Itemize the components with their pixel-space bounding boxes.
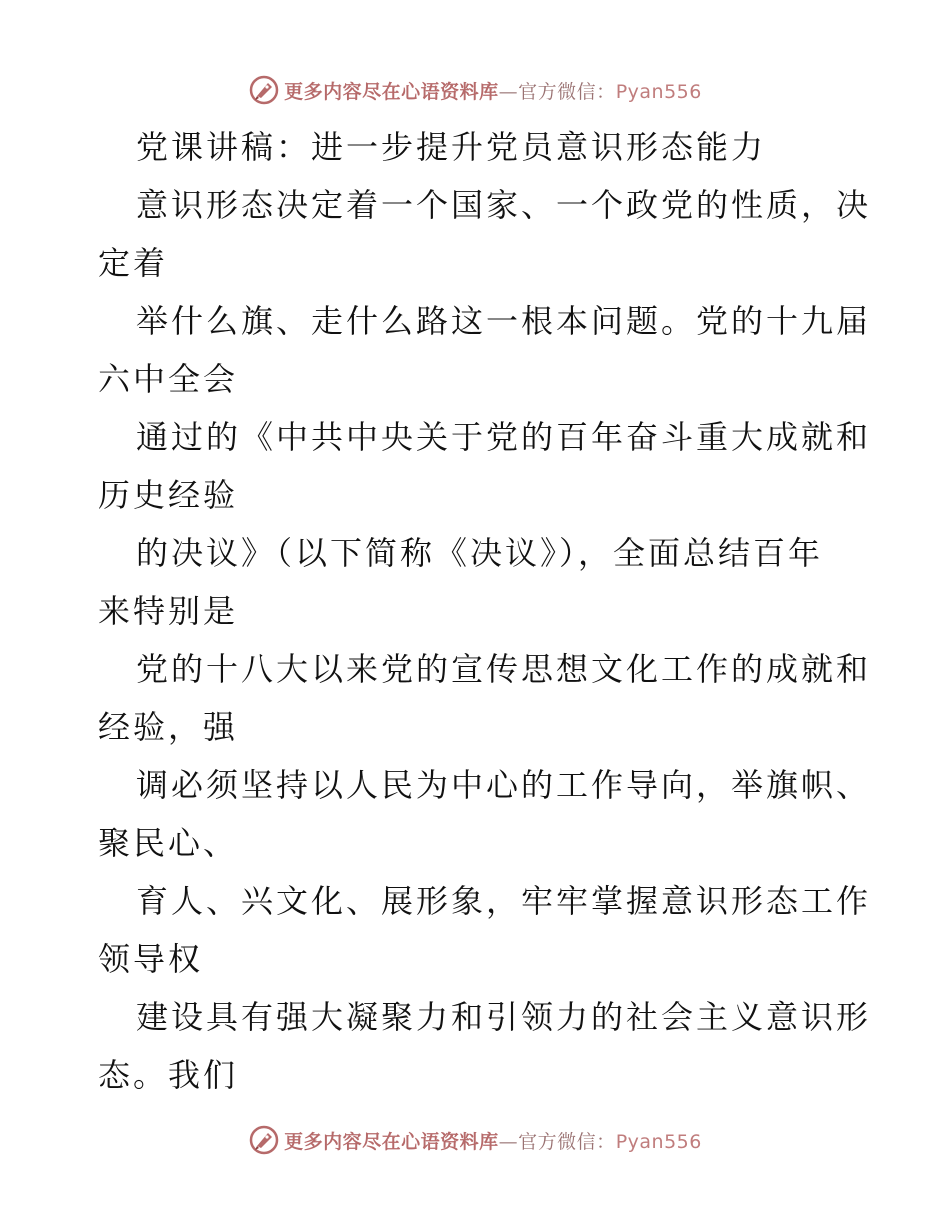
- text-line: 的决议》（以下简称《决议》），全面总结百年: [136, 534, 824, 572]
- text-line: 六中全会: [98, 360, 239, 398]
- text-line: 经验，强: [98, 708, 239, 746]
- banner-dash: —: [498, 1130, 519, 1153]
- document-body: [98, 118, 872, 1104]
- text-line: 定着: [98, 244, 169, 282]
- footer-banner: [0, 1120, 950, 1160]
- banner-dash: —: [498, 80, 519, 103]
- text-line: 调必须坚持以人民为中心的工作导向，举旗帜、: [136, 766, 872, 804]
- text-line: 举什么旗、走什么路这一根本问题。党的十九届: [136, 302, 872, 340]
- banner-wechat-label: 官方微信：: [518, 80, 616, 103]
- text-line: 意识形态决定着一个国家、一个政党的性质，决: [136, 186, 872, 224]
- text-line: 通过的《中共中央关于党的百年奋斗重大成就和: [136, 418, 872, 456]
- header-banner: [0, 70, 950, 110]
- text-line: 建设具有强大凝聚力和引领力的社会主义意识形: [136, 998, 872, 1036]
- pen-nib-logo-icon: [248, 74, 280, 106]
- text-line: 历史经验: [98, 476, 239, 514]
- banner-wechat-id: Pyan556: [615, 1130, 702, 1153]
- banner-wechat-label: 官方微信：: [518, 1130, 616, 1153]
- text-line: 来特别是: [98, 592, 239, 630]
- banner-main-text: 更多内容尽在心语资料库: [284, 80, 499, 103]
- text-line: 聚民心、: [98, 824, 239, 862]
- banner-text: [284, 77, 702, 104]
- pen-nib-logo-icon: [248, 1124, 280, 1156]
- text-line: 育人、兴文化、展形象，牢牢掌握意识形态工作: [136, 882, 872, 920]
- document-title: 党课讲稿：进一步提升党员意识形态能力: [136, 128, 767, 166]
- text-line: 态。我们: [98, 1056, 239, 1094]
- banner-main-text: 更多内容尽在心语资料库: [284, 1130, 499, 1153]
- text-line: 领导权: [98, 940, 204, 978]
- document-lines: [98, 176, 872, 1104]
- text-line: 党的十八大以来党的宣传思想文化工作的成就和: [136, 650, 872, 688]
- banner-text: [284, 1127, 702, 1154]
- banner-wechat-id: Pyan556: [615, 80, 702, 103]
